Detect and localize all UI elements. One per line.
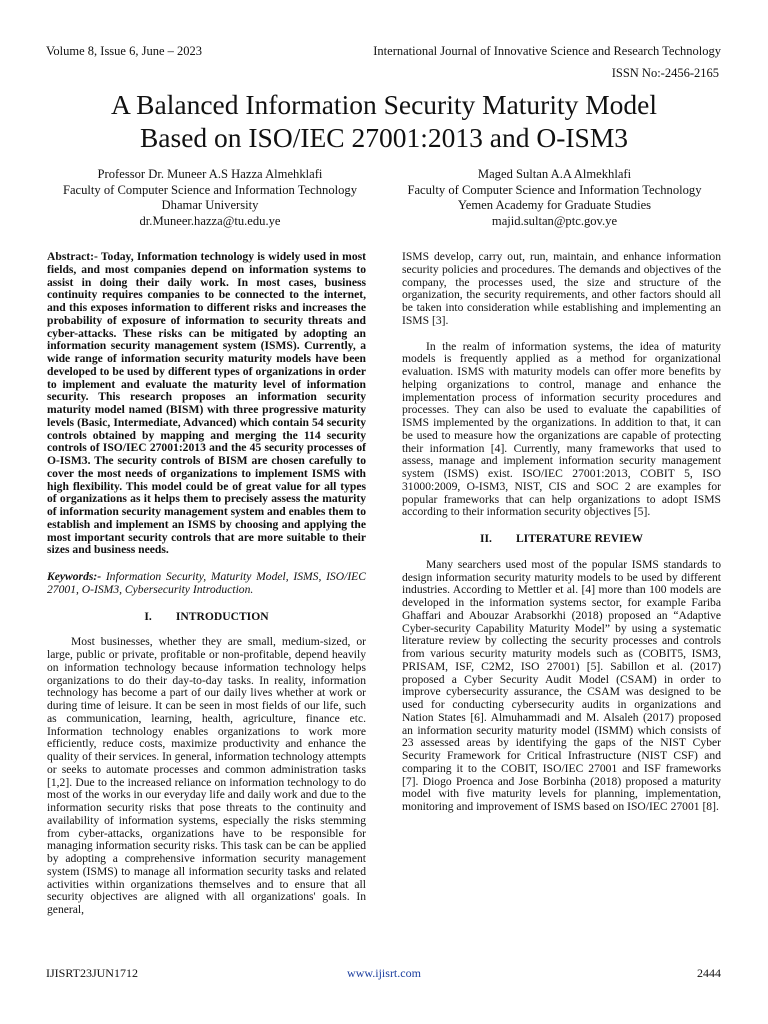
page-number: 2444 <box>697 966 721 980</box>
paper-code: IJISRT23JUN1712 <box>46 966 138 980</box>
issn-number: ISSN No:-2456-2165 <box>611 66 719 80</box>
author-affiliation: Faculty of Computer Science and Information Technology <box>62 182 358 197</box>
section-number: II. <box>480 532 492 545</box>
author-institution: Yemen Academy for Graduate Studies <box>457 198 652 213</box>
author-block-1 <box>40 167 380 229</box>
maturity-paragraph: In the realm of information systems, the idea of maturity models is frequently applied as a method for organizational evaluation. ISMS with maturity models can offer more benefits by helping organizations to control, manage and enhance the implementation process of information security procedures and processes. They can also be used to evaluate the capabilities of ISMS implemented by the organizations. In addition to that, it can be used to measure how the organizations are capable of protecting their information [4]. Currently, many frameworks that used to assess, manage and implement information security management system (ISMS) exist. ISO/IEC 27001:2013, COBIT 5, ISO 31000:2009, O-ISM3, NIST, CIS and SOC 2 are examples for popular frameworks that can help organizations to adopt ISMS according to their information security objectives [5]. <box>402 339 721 519</box>
author-email: dr.Muneer.hazza@tu.edu.ye <box>139 213 281 228</box>
author-name: Maged Sultan A.A Almekhlafi <box>477 167 632 181</box>
right-column <box>402 251 721 814</box>
section-title: INTRODUCTION <box>175 609 269 623</box>
literature-paragraph: Many searchers used most of the popular ISMS standards to design information security maturity models to be used by different industries. According to Mettler et al. [4] more than 100 models are developed in the information systems sector, for example Fariba Ghaffari and Abouzar Arabsorkhi (2018) proposed an “Adaptive Cyber-security Capability Maturity Model” by using a systematic literature review by collecting the security processes and controls from various security maturity models such as (COBIT5, ISM3, PRISAM, ISF, C2M2, ISO 27001) [5]. Sabillon et al. (2017) proposed a Cyber Security Audit Model (CSAM) in order to improve cybersecurity assurance, the CSAM was designed to be used for conducting cybersecurity audits in organizations and Nation States [6]. Almuhammadi and M. Alsaleh (2017) proposed an information security maturity model (ISMM) which consists of 23 assessed areas by identifying the gaps of the NIST Cyber Security Framework for Critical Infrastructure (NIST CSF) and comparing it to the COBIT, ISO/IEC 27001 and ISF frameworks [7]. Diogo Proenca and Jose Borbinha (2018) proposed a maturity model with five maturity levels for planning, implementation, monitoring and improvement of ISMS based on ISO/IEC 27001 [8]. <box>402 557 721 813</box>
volume-issue: Volume 8, Issue 6, June – 2023 <box>46 44 203 58</box>
journal-url-link[interactable]: www.ijisrt.com <box>347 966 421 980</box>
left-column <box>47 251 366 917</box>
paper-title <box>0 88 768 154</box>
author-institution: Dhamar University <box>161 198 259 213</box>
author-email: majid.sultan@ptc.gov.ye <box>491 213 618 228</box>
title-line-1: A Balanced Information Security Maturity Model <box>110 89 658 120</box>
title-line-2: Based on ISO/IEC 27001:2013 and O-ISM3 <box>139 122 629 153</box>
section-heading-literature-review <box>402 533 721 546</box>
keywords <box>47 571 366 597</box>
journal-name: International Journal of Innovative Science and Research Technology <box>373 44 721 58</box>
section-heading-introduction <box>47 611 366 624</box>
keywords-text: Information Security, Maturity Model, ISMS, ISO/IEC 27001, O-ISM3, Cybersecurity Introduction. <box>47 570 366 596</box>
isms-paragraph: ISMS develop, carry out, run, maintain, and enhance information security policies and procedures. The demands and objectives of the company, the processes used, the size and structure of the organization, the security requirements, and other factors should all be taken into consideration while establishing and implementing an ISMS [3]. <box>402 250 721 327</box>
abstract: Abstract:- Today, Information technology is widely used in most fields, and most companies depend on information systems to assist in doing their daily work. In most cases, business continuity requires companies to be connected to the internet, and this exposes information to different risks and increases the probability of exposure of information to security threats and cyber-attacks. These risks can be mitigated by adopting an information security management system (ISMS). Currently, a wide range of information security maturity models have been developed to be used by different types of organizations in order to implement and evaluate the maturity level of information security. This research proposes an information security maturity model named (BISM) with three progressive maturity levels (Basic, Intermediate, Advanced) which contain 54 security controls obtained by mapping and merging the 114 security controls of ISO/IEC 27001:2013 and the 45 security processes of O-ISM3. The security controls of BISM are chosen carefully to cover the most needs of organizations to implement ISMS with high flexibility. This model could be of great value for all types of organizations as it helps them to precisely assess the maturity of information security management system and enables them to establish and implement an ISMS by choosing and applying the most important security controls that are more suitable to their sizes and business needs. <box>47 250 366 557</box>
intro-paragraph: Most businesses, whether they are small, medium-sized, or large, public or private, profitable or non-profitable, depend heavily on information technology because information technology helps organizations to do their day-to-day tasks. In reality, information technology has become a part of our daily lives whether at work or during time of leisure. It can be seen in most fields of our life, such as communication, learning, health, agriculture, finance etc. Information technology enables organizations to work more efficiently, reduce costs, maximize productivity and enhance the quality of their services. In general, information technology attempts or seeks to automate processes and common administration tasks [1,2]. Due to the increased reliance on information technology to do most of the works in our everyday life and daily work and due to the information security risks that pose threats to the continuity and availability of information systems, especially the risks stemming from cyber-attacks, organizations have to be responsible for managing information security risks. This task can be can be applied by adopting a comprehensive information security management system (ISMS) to manage all information security tasks and related activities within organizations themselves and to ensure that all security objectives are aligned with all organizations' goals. In general, <box>47 635 366 916</box>
keywords-label: Keywords:- <box>47 570 102 583</box>
section-title: LITERATURE REVIEW <box>515 532 643 545</box>
author-affiliation: Faculty of Computer Science and Information Technology <box>407 182 702 197</box>
section-number: I. <box>144 609 152 623</box>
author-name: Professor Dr. Muneer A.S Hazza Almehklafi <box>97 167 323 181</box>
author-block-2 <box>382 167 727 229</box>
